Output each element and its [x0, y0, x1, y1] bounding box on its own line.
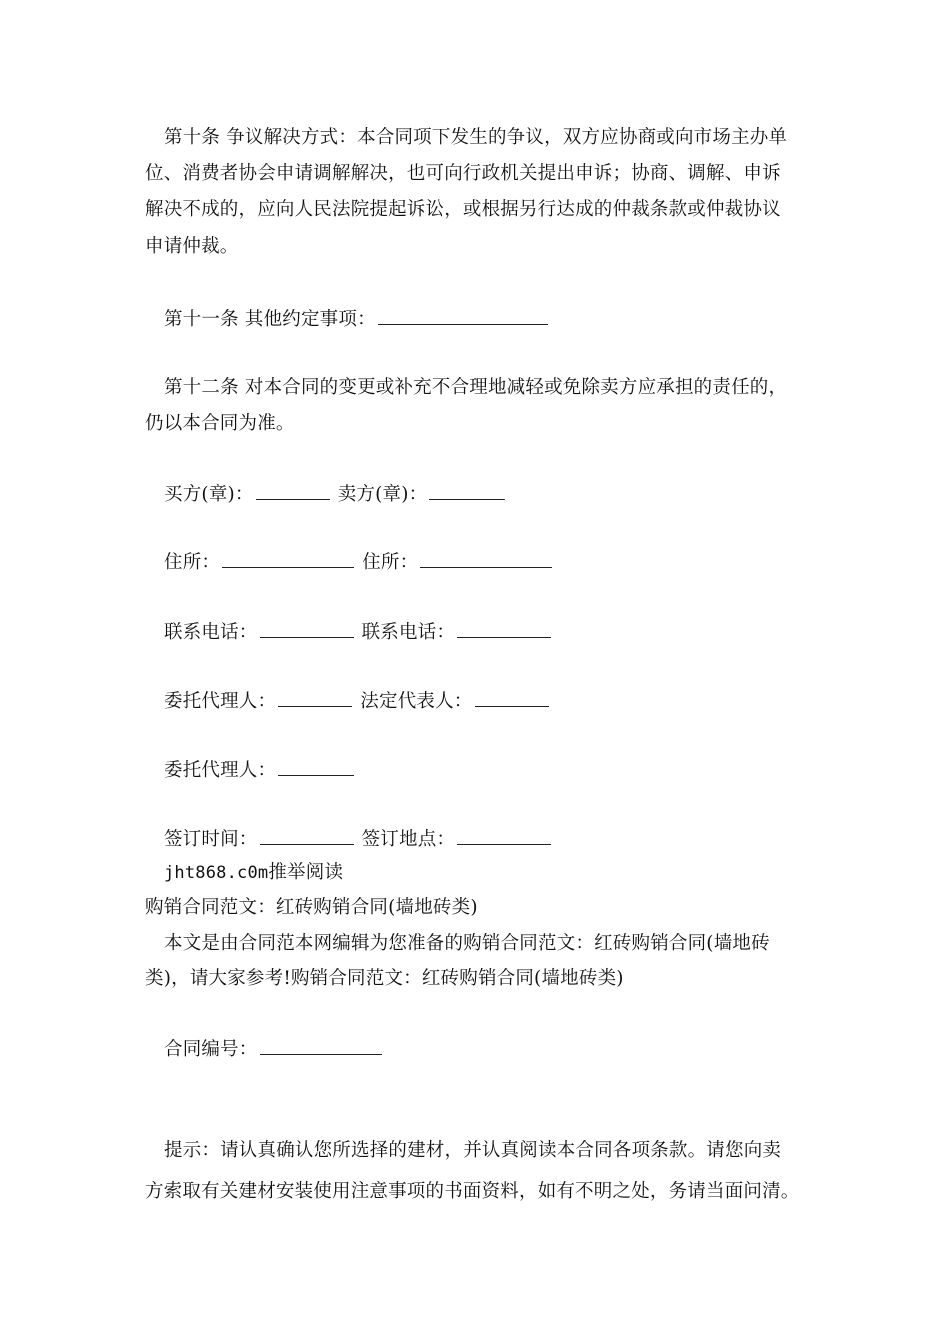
- seller-address-label: 住所：: [362, 552, 419, 573]
- article-12-line-1: 第十二条 对本合同的变更或补充不合理地减轻或免除卖方应承担的责任的，: [164, 377, 788, 398]
- article-12-line-2: 仍以本合同为准。: [145, 413, 295, 434]
- article-11-label: 第十一条 其他约定事项：: [164, 309, 376, 330]
- buyer-agent-blank: [278, 689, 352, 707]
- seller-address-blank: [420, 550, 552, 568]
- sign-time-label: 签订时间：: [164, 829, 258, 850]
- buyer-agent-label: 委托代理人：: [164, 691, 277, 712]
- address-row: [164, 550, 554, 575]
- article-11: [164, 307, 550, 332]
- section-heading: 购销合同范文：红砖购销合同(墙地砖类): [145, 897, 478, 918]
- buyer-phone-blank: [260, 620, 354, 638]
- article-10-line-3: 解决不成的，应向人民法院提起诉讼，或根据另行达成的仲裁条款或仲裁协议: [145, 199, 781, 220]
- agent-legal-row: [164, 689, 551, 714]
- recommend-site: jht868.c0m: [164, 863, 269, 883]
- phone-row: [164, 620, 553, 645]
- buyer-address-label: 住所：: [164, 552, 221, 573]
- agent-row-2: [164, 758, 356, 783]
- recommend-text: 推举阅读: [268, 862, 344, 883]
- other-terms-blank: [378, 307, 548, 325]
- legal-rep-blank: [475, 689, 549, 707]
- seller-agent-label: 委托代理人：: [164, 760, 277, 781]
- sign-place-blank: [457, 827, 551, 845]
- recommend-line: [164, 861, 343, 885]
- tip-line-1: 提示：请认真确认您所选择的建材，并认真阅读本合同各项条款。请您向卖: [164, 1140, 782, 1161]
- sign-row: [164, 827, 553, 852]
- seller-phone-blank: [457, 620, 551, 638]
- buyer-blank: [256, 482, 330, 500]
- intro-line-1: 本文是由合同范本网编辑为您准备的购销合同范文：红砖购销合同(墙地砖: [164, 933, 770, 954]
- sign-place-label: 签订地点：: [361, 829, 456, 850]
- seller-blank: [429, 482, 505, 500]
- contract-number-row: [164, 1037, 384, 1062]
- article-10-line-4: 申请仲裁。: [145, 236, 239, 257]
- seller-label: 卖方(章)：: [337, 484, 428, 505]
- buyer-label: 买方(章)：: [164, 484, 254, 505]
- article-10-line-2: 位、消费者协会申请调解解决，也可向行政机关提出申诉；协商、调解、申诉: [145, 163, 781, 184]
- contract-number-label: 合同编号：: [164, 1039, 258, 1060]
- buyer-seller-row: [164, 482, 507, 507]
- article-10-line-1: 第十条 争议解决方式：本合同项下发生的争议，双方应协商或向市场主办单: [164, 127, 788, 148]
- buyer-address-blank: [222, 550, 354, 568]
- buyer-phone-label: 联系电话：: [164, 622, 258, 643]
- seller-phone-label: 联系电话：: [361, 622, 456, 643]
- tip-line-2: 方索取有关建材安装使用注意事项的书面资料，如有不明之处，务请当面问清。: [145, 1181, 800, 1202]
- seller-agent-blank: [278, 758, 354, 776]
- contract-number-blank: [260, 1037, 382, 1055]
- sign-time-blank: [260, 827, 354, 845]
- legal-rep-label: 法定代表人：: [360, 691, 473, 712]
- intro-line-2: 类)，请大家参考!购销合同范文：红砖购销合同(墙地砖类): [145, 968, 624, 989]
